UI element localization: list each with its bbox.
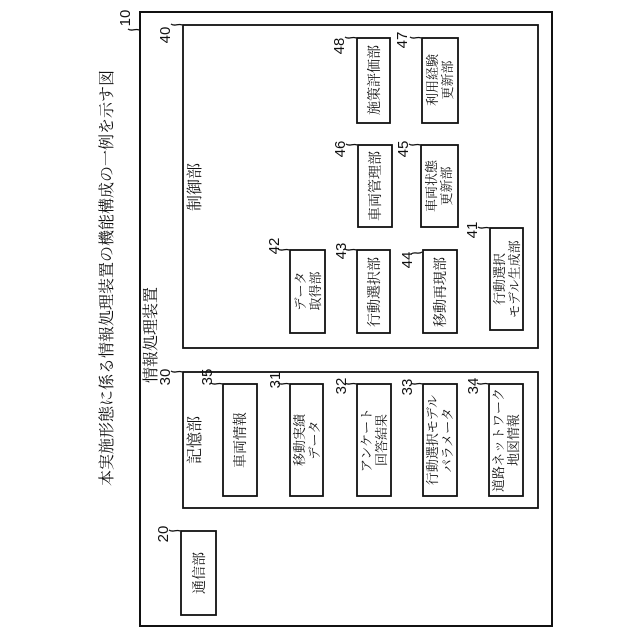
storage-unit-label: 記憶部 [187, 415, 204, 465]
movement-reproduction-label: 移動再現部 [432, 257, 448, 327]
usage-experience-update-label-line2: 更新部 [440, 60, 455, 100]
ref-31: 31 [267, 371, 284, 389]
ref-43: 43 [333, 242, 350, 260]
usage-experience-update-label-line1: 利用経験 [425, 53, 440, 107]
questionnaire-results-label-line1: アンケート [359, 407, 374, 473]
information-processing-device-label: 情報処理装置 [143, 286, 160, 384]
vehicle-info-label: 車両情報 [232, 412, 248, 468]
model-generation-label-line1: 行動選択 [492, 252, 507, 306]
road-network-map-label-line1: 道路ネットワーク [491, 387, 506, 493]
figure-title: 本実施形態に係る情報処理装置の機能構成の一例を示す図 [99, 69, 116, 487]
policy-evaluation-label: 施策評価部 [366, 45, 382, 115]
ref-48: 48 [331, 37, 348, 55]
ref-40: 40 [157, 26, 174, 44]
vehicle-state-update-label-line1: 車両状態 [424, 159, 439, 213]
movement-record-data-label-line2: データ [307, 420, 322, 460]
data-acquisition-label-line2: 取得部 [308, 271, 323, 311]
questionnaire-results-label-line2: 回答結果 [374, 413, 389, 467]
ref-44: 44 [399, 251, 416, 269]
ref-32: 32 [333, 377, 350, 395]
ref-42: 42 [266, 237, 283, 255]
ref-47: 47 [394, 31, 411, 49]
ref-41: 41 [464, 221, 481, 239]
ref-20: 20 [155, 525, 172, 543]
ref-46: 46 [332, 140, 349, 158]
leader-10 [128, 29, 139, 30]
ref-35: 35 [199, 368, 216, 386]
model-parameters-label-line1: 行動選択モデル [425, 394, 440, 486]
vehicle-management-label: 車両管理部 [367, 151, 383, 221]
road-network-map-label-line2: 地図情報 [506, 413, 521, 467]
movement-record-data-label-line1: 移動実績 [292, 413, 307, 467]
model-parameters-label-line2: パラメータ [440, 407, 455, 473]
control-unit-label: 制御部 [187, 162, 204, 212]
model-generation-label-line2: モデル生成部 [507, 240, 522, 318]
data-acquisition-label-line1: データ [293, 271, 308, 311]
ref-30: 30 [157, 368, 174, 386]
ref-45: 45 [395, 140, 412, 158]
vehicle-state-update-label-line2: 更新部 [439, 166, 454, 206]
action-selection-label: 行動選択部 [366, 257, 382, 327]
ref-10: 10 [117, 9, 134, 27]
ref-34: 34 [465, 377, 482, 395]
communication-unit-label: 通信部 [191, 552, 207, 594]
ref-33: 33 [399, 378, 416, 396]
